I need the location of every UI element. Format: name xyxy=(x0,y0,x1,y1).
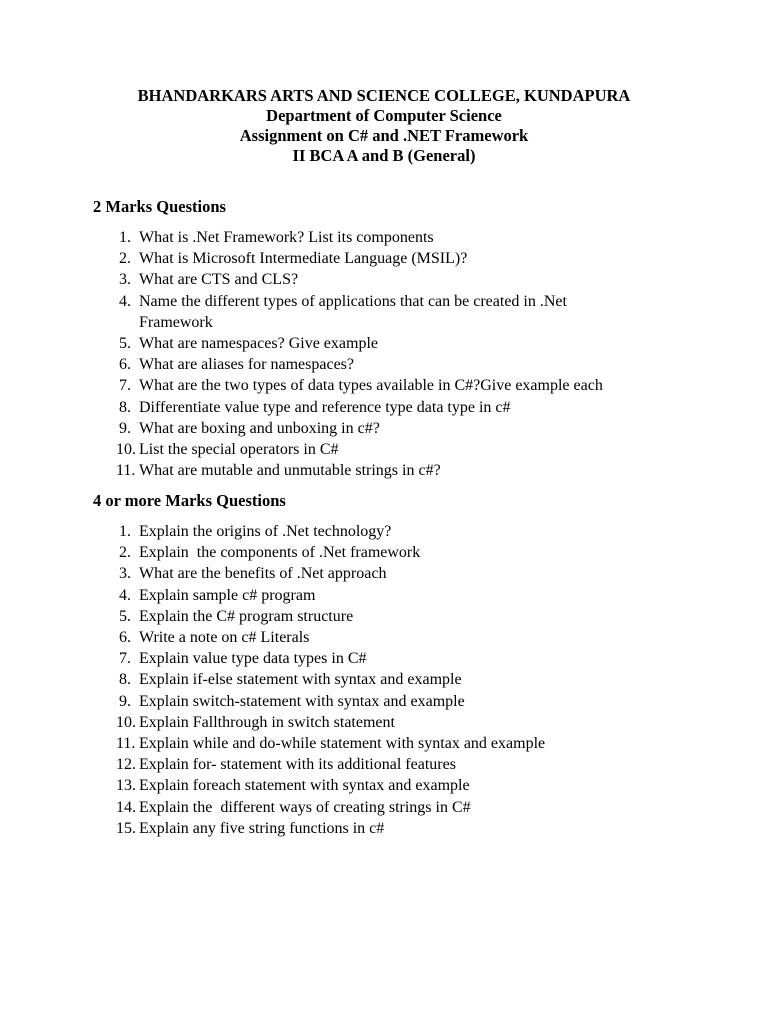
question-item: 3. What are the benefits of .Net approach xyxy=(119,565,387,583)
question-item: 2. What is Microsoft Intermediate Language (MSIL)? xyxy=(119,250,468,268)
question-item: 9. Explain switch-statement with syntax and example xyxy=(119,692,465,710)
question-item: 1. What is .Net Framework? List its components xyxy=(119,229,434,246)
class-name: II BCA A and B (General) xyxy=(292,146,476,165)
question-item: 3. What are CTS and CLS? xyxy=(119,271,299,289)
department-name: Department of Computer Science xyxy=(266,106,502,125)
question-item: 5. Explain the C# program structure xyxy=(119,607,354,625)
question-item: 10. Explain Fallthrough in switch statement xyxy=(116,713,395,731)
question-item: 2. Explain the components of .Net framework xyxy=(119,544,421,562)
document-header xyxy=(0,86,768,166)
question-item: 6. What are aliases for namespaces? xyxy=(119,356,354,374)
question-item: 14. Explain the different ways of creating strings in C# xyxy=(116,798,471,816)
question-item: 4. Name the different types of applications that can be created in .Net Framework xyxy=(119,292,567,331)
assignment-title: Assignment on C# and .NET Framework xyxy=(239,126,529,145)
question-item: 9. What are boxing and unboxing in c#? xyxy=(119,419,380,437)
question-item: 7. Explain value type data types in C# xyxy=(119,650,367,668)
question-item: 10. List the special operators in C# xyxy=(116,441,339,459)
question-item: 7. What are the two types of data types available in C#?Give example each xyxy=(119,377,603,395)
question-item: 8. Explain if-else statement with syntax and example xyxy=(119,671,462,689)
question-item: 15. Explain any five string functions in c# xyxy=(116,819,385,837)
question-item: 4. Explain sample c# program xyxy=(119,586,316,604)
section-title-2-marks: 2 Marks Questions xyxy=(93,197,226,216)
college-name: BHANDARKARS ARTS AND SCIENCE COLLEGE, KUNDAPURA xyxy=(137,86,631,105)
question-item: 8. Differentiate value type and reference type data type in c# xyxy=(119,398,511,416)
question-item: 6. Write a note on c# Literals xyxy=(119,629,310,647)
question-item: 1. Explain the origins of .Net technology? xyxy=(119,523,392,540)
question-item: 12. Explain for- statement with its additional features xyxy=(116,756,456,774)
question-item: 13. Explain foreach statement with syntax and example xyxy=(116,777,470,795)
question-list-4-marks xyxy=(93,521,713,839)
question-item: 5. What are namespaces? Give example xyxy=(119,335,378,353)
question-item: 11. Explain while and do-while statement with syntax and example xyxy=(116,735,546,753)
section-title-4-marks: 4 or more Marks Questions xyxy=(93,491,286,510)
question-item: 11. What are mutable and unmutable strings in c#? xyxy=(116,462,441,480)
question-list-2-marks xyxy=(93,227,713,481)
